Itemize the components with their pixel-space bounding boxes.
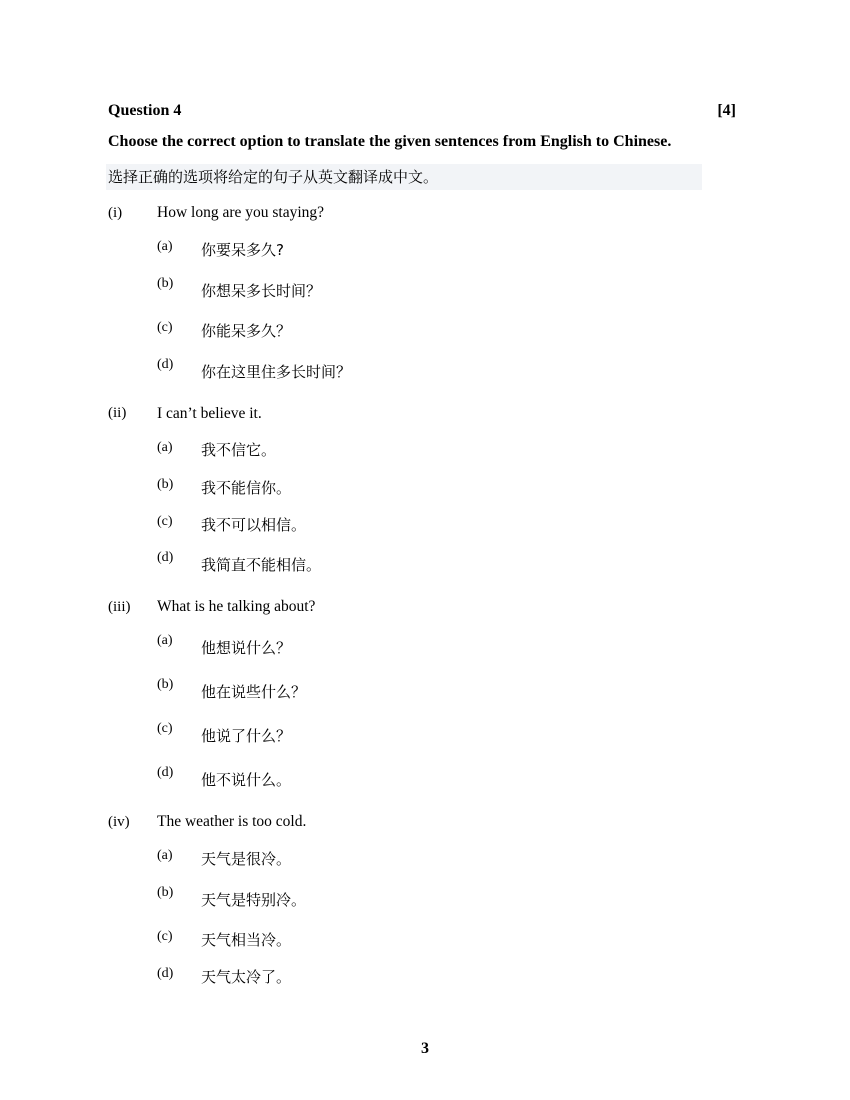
option-label: (d) xyxy=(157,550,174,565)
option-text: 天气是特别冷。 xyxy=(201,891,307,909)
option-text: 你能呆多久？ xyxy=(201,322,292,340)
option-text: 我不信它。 xyxy=(201,441,277,459)
option-text: 你在这里住多长时间？ xyxy=(201,363,352,381)
option-text: 他想说什么？ xyxy=(201,639,292,657)
option-text: 我不能信你。 xyxy=(201,479,292,497)
option-label: (a) xyxy=(157,633,173,648)
option-label: (d) xyxy=(157,765,174,780)
option-text: 天气相当冷。 xyxy=(201,931,292,949)
option-label: (a) xyxy=(157,440,173,455)
option-text: 天气是很冷。 xyxy=(201,850,292,868)
option-text: 我不可以相信。 xyxy=(201,516,307,534)
option-text: 他在说些什么？ xyxy=(201,683,307,701)
page-number: 3 xyxy=(421,1040,429,1057)
option-label: (b) xyxy=(157,885,174,900)
question-number: (ii) xyxy=(108,405,127,421)
question-number: (i) xyxy=(108,205,123,221)
instruction-chinese: 选择正确的选项将给定的句子从英文翻译成中文。 xyxy=(106,164,702,190)
instruction-english: Choose the correct option to translate the given sentences from English to Chinese. xyxy=(108,133,672,150)
option-text: 他说了什么？ xyxy=(201,727,292,745)
option-label: (c) xyxy=(157,721,173,736)
option-text: 他不说什么。 xyxy=(201,771,292,789)
option-label: (d) xyxy=(157,357,174,372)
question-text: What is he talking about? xyxy=(157,598,316,615)
option-text: 你想呆多长时间？ xyxy=(201,282,322,300)
option-label: (b) xyxy=(157,477,174,492)
question-text: The weather is too cold. xyxy=(157,813,307,830)
question-marks: [4] xyxy=(717,102,736,119)
option-label: (b) xyxy=(157,677,174,692)
option-text: 天气太冷了。 xyxy=(201,968,292,986)
option-label: (b) xyxy=(157,276,174,291)
question-text: I can’t believe it. xyxy=(157,405,262,422)
option-label: (c) xyxy=(157,929,173,944)
question-number: (iv) xyxy=(108,814,130,830)
question-text: How long are you staying? xyxy=(157,204,325,221)
question-number: (iii) xyxy=(108,599,131,615)
option-text: 我简直不能相信。 xyxy=(201,556,322,574)
option-label: (a) xyxy=(157,848,173,863)
option-text: 你要呆多久? xyxy=(201,241,284,259)
question-title: Question 4 xyxy=(108,102,182,119)
option-label: (d) xyxy=(157,966,174,981)
option-label: (a) xyxy=(157,239,173,254)
option-label: (c) xyxy=(157,320,173,335)
option-label: (c) xyxy=(157,514,173,529)
